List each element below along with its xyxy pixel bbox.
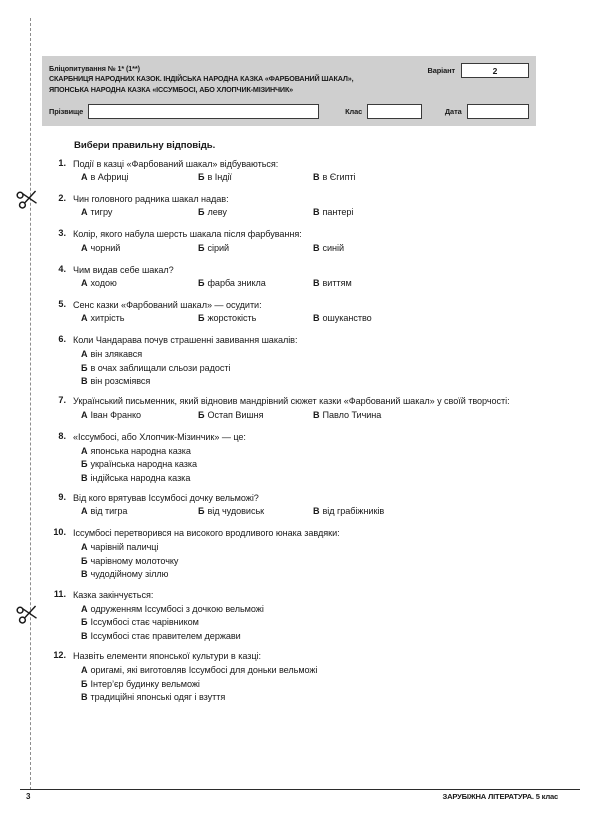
question-item [42,158,536,186]
surname-input[interactable] [88,104,319,119]
surname-label: Прізвище [49,107,84,116]
answer-option[interactable] [81,172,129,182]
answer-option[interactable] [73,445,536,458]
answer-option[interactable] [81,278,117,288]
answer-option[interactable] [73,362,536,375]
answer-options [73,313,536,327]
option-text: Іссумбосі стає правителем держави [90,630,241,641]
question-item [42,334,536,388]
answer-option[interactable] [73,348,536,361]
option-text: чорний [90,242,121,253]
question-list [42,158,536,712]
question-item [42,193,536,221]
answer-options [73,410,536,424]
option-letter: А [81,445,88,456]
option-letter: В [313,207,320,218]
question-item [42,264,536,292]
answer-options [73,664,536,704]
option-letter: Б [198,409,205,420]
option-letter: Б [81,555,88,566]
footer-divider [20,789,580,790]
option-letter: А [81,542,88,553]
class-label: Клас [345,107,363,116]
answer-options [73,172,536,186]
question-number: 2. [58,193,66,204]
question-item [42,650,536,704]
answer-options [73,603,536,643]
answer-options [73,348,536,388]
answer-option[interactable] [81,207,112,217]
question-item [42,527,536,581]
option-text: жорстокість [207,313,257,324]
answer-option[interactable] [198,278,266,288]
option-letter: А [81,665,88,676]
answer-option[interactable] [73,472,536,485]
option-letter: В [81,569,88,580]
option-letter: А [81,603,88,614]
option-text: фарба зникла [207,277,266,288]
answer-option[interactable] [73,375,536,388]
answer-option[interactable] [313,243,344,253]
answer-options [73,541,536,581]
answer-option[interactable] [73,458,536,471]
option-letter: Б [81,617,88,628]
class-input[interactable] [367,104,422,119]
scissors-icon [14,183,44,213]
variant-group [427,62,529,78]
option-text: традиційні японські одяг і взуття [90,692,226,703]
option-letter: Б [198,313,205,324]
question-text: Чин головного радника шакал надав: [73,194,229,205]
question-text: Чим видав себе шакал? [73,264,174,275]
question-number: 5. [58,298,66,309]
answer-option[interactable] [313,313,372,323]
answer-option[interactable] [73,568,536,581]
answer-option[interactable] [81,506,127,516]
option-text: виттям [322,277,352,288]
option-text: Іссумбосі стає чарівником [90,617,199,628]
answer-option[interactable] [313,207,353,217]
option-text: від тигра [90,506,128,517]
question-text: Іссумбосі перетворився на високого вродливого юнака завдяки: [73,528,340,539]
option-text: від чудовиськ [207,506,265,517]
topic-line-2: ЯПОНСЬКА НАРОДНА КАЗКА «ІССУМБОСІ, АБО ХЛОПЧИК-МІЗИНЧИК» [49,84,294,94]
question-number: 10. [53,527,66,538]
answer-option[interactable] [73,616,536,629]
option-text: ходою [90,277,117,288]
question-text: Казка закінчується: [73,589,154,600]
scissors-icon [14,598,44,628]
answer-option[interactable] [81,313,124,323]
option-letter: А [81,349,88,360]
instruction-text: Вибери правильну відповідь. [74,140,216,151]
option-letter: Б [198,506,205,517]
option-text: він злякався [90,349,143,360]
option-text: від грабіжників [322,506,385,517]
answer-option[interactable] [73,555,536,568]
question-text: Назвіть елементи японської культури в казці: [73,651,261,662]
answer-option[interactable] [73,541,536,554]
option-text: леву [207,207,227,218]
answer-option[interactable] [73,630,536,643]
option-text: українська народна казка [90,459,197,470]
worksheet-page [42,0,558,831]
question-number: 6. [58,334,66,345]
answer-options [73,207,536,221]
option-letter: А [81,506,88,517]
question-number: 11. [53,588,66,599]
page-footer [0,789,600,831]
option-letter: Б [198,207,205,218]
page-number: 3 [26,792,31,801]
cut-line [30,18,31,790]
question-text: «Іссумбосі, або Хлопчик-Мізинчик» — це: [73,431,246,442]
option-text: Інтер’єр будинку вельможі [90,678,200,689]
question-number: 4. [58,263,66,274]
question-text: Від кого врятував Іссумбосі дочку вельможі? [73,493,259,504]
quiz-number: Бліцопитування № 1* (1**) [49,64,140,73]
question-number: 12. [53,650,66,661]
option-letter: В [313,409,320,420]
footer-title: ЗАРУБІЖНА ЛІТЕРАТУРА. 5 клас [442,792,558,801]
question-text: Сенс казки «Фарбований шакал» — осудити: [73,299,262,310]
question-number: 1. [58,158,66,168]
answer-options [73,243,536,257]
variant-label: Варіант [427,66,455,75]
answer-option[interactable] [73,691,536,704]
option-text: пантері [322,207,354,218]
question-number: 9. [58,492,66,503]
option-text: Іван Франко [90,409,142,420]
option-letter: Б [81,678,88,689]
answer-option[interactable] [198,506,264,516]
option-letter: В [81,376,88,387]
answer-option[interactable] [73,603,536,616]
option-text: Павло Тичина [322,409,382,420]
option-letter: В [81,692,88,703]
question-item [42,589,536,643]
answer-option[interactable] [313,172,356,182]
answer-options [73,278,536,292]
option-letter: Б [198,172,205,183]
answer-option[interactable] [198,172,232,182]
question-item [42,228,536,256]
option-text: індійська народна казка [90,472,191,483]
question-text: Колір, якого набула шерсть шакала після фарбування: [73,229,302,240]
option-letter: А [81,409,88,420]
answer-option[interactable] [313,506,384,516]
option-letter: Б [198,277,205,288]
option-text: тигру [90,207,113,218]
answer-options [73,445,536,485]
option-letter: В [81,472,88,483]
question-text: Український письменник, який відновив мандрівний сюжет казки «Фарбований шакал» у своїй творчості: [73,396,510,407]
option-letter: А [81,313,88,324]
option-text: в Єгипті [322,172,356,183]
question-item [42,395,536,423]
option-text: в Індії [207,172,232,183]
option-letter: Б [81,362,88,373]
answer-option[interactable] [73,664,536,677]
date-label: Дата [444,107,462,116]
option-letter: Б [198,242,205,253]
variant-value-box: 2 [461,63,529,78]
option-letter: А [81,207,88,218]
question-text: Коли Чандарава почув страшенні завивання шакалів: [73,335,298,346]
option-letter: В [313,277,320,288]
question-number: 3. [58,228,66,239]
question-number: 7. [58,395,66,406]
answer-option[interactable] [198,243,229,253]
option-text: в Африці [90,172,129,183]
question-number: 8. [58,430,66,441]
option-text: чарівній паличці [90,542,159,553]
answer-options [73,506,536,520]
option-letter: В [81,630,88,641]
date-input[interactable] [467,104,529,119]
option-text: в очах заблищали сльози радості [90,362,231,373]
option-letter: В [313,172,320,183]
question-text: Події в казці «Фарбований шакал» відбуваються: [73,159,279,169]
option-letter: А [81,172,88,183]
option-text: одруженням Іссумбосі з дочкою вельможі [90,603,264,614]
option-letter: В [313,242,320,253]
option-text: синій [322,242,345,253]
question-item [42,299,536,327]
answer-option[interactable] [81,410,141,420]
option-letter: В [313,506,320,517]
option-letter: Б [81,459,88,470]
option-text: чарівному молоточку [90,555,179,566]
question-item [42,492,536,520]
option-text: чудодійному зіллю [90,569,169,580]
option-text: хитрість [90,313,125,324]
answer-option[interactable] [198,313,256,323]
option-text: він розсміявся [90,376,151,387]
option-text: ошуканство [322,313,372,324]
answer-option[interactable] [198,410,264,420]
answer-option[interactable] [313,410,381,420]
answer-option[interactable] [73,678,536,691]
answer-option[interactable] [313,278,352,288]
question-item [42,431,536,485]
answer-option[interactable] [198,207,227,217]
option-text: Остап Вишня [207,409,264,420]
option-text: сірий [207,242,230,253]
topic-line-1: СКАРБНИЦЯ НАРОДНИХ КАЗОК. ІНДІЙСЬКА НАРОДНА КАЗКА «ФАРБОВАНИЙ ШАКАЛ», [49,74,354,83]
option-letter: А [81,277,88,288]
option-text: японська народна казка [90,445,191,456]
option-letter: В [313,313,320,324]
answer-option[interactable] [81,243,120,253]
header-titles [49,62,353,95]
worksheet-header [42,56,536,126]
option-letter: А [81,242,88,253]
option-text: оригамі, які виготовляв Іссумбосі для доньки вельможі [90,665,318,676]
